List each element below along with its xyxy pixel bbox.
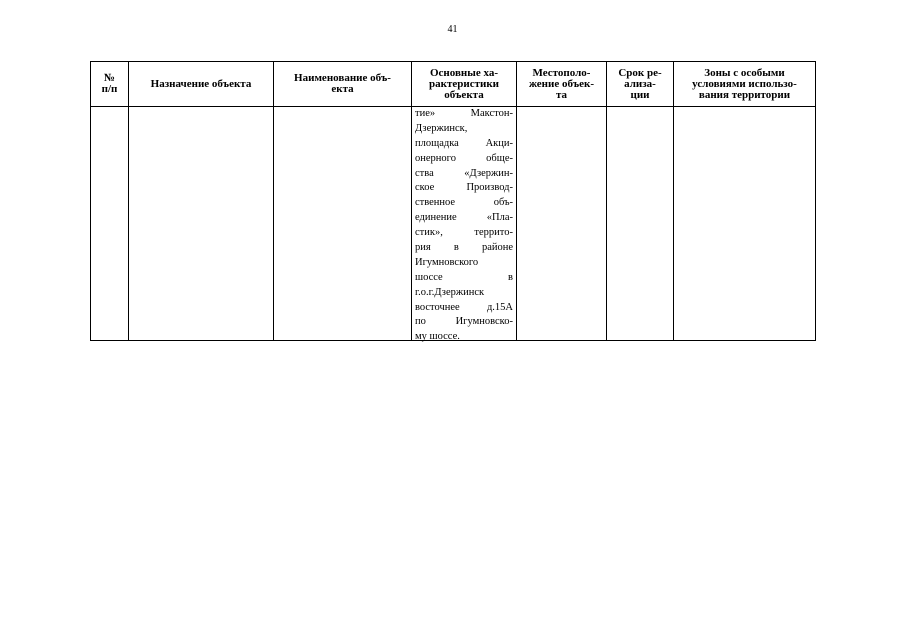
characteristics-line: ственное объ-: [415, 197, 513, 209]
cell-number: [91, 107, 129, 341]
page-number: 41: [447, 24, 458, 35]
header-line: п/п: [101, 83, 118, 95]
header-characteristics: [412, 62, 517, 107]
characteristics-line: Игумновского: [415, 256, 479, 268]
header-line: та: [555, 88, 568, 101]
cell-characteristics: [412, 107, 517, 341]
characteristics-line: ства «Дзержин-: [415, 167, 513, 179]
characteristics-line: рия в районе: [415, 242, 513, 254]
header-line: №: [103, 72, 116, 84]
characteristics-line: Дзержинск,: [415, 122, 468, 134]
cell-term: [607, 107, 674, 341]
header-line: вания территории: [698, 88, 791, 101]
cell-name: [274, 107, 412, 341]
characteristics-line: по Игумновско-: [415, 316, 513, 328]
characteristics-line: тие» Макстон-: [415, 108, 513, 119]
header-zones: [674, 62, 816, 107]
header-name: [274, 62, 412, 107]
header-line: ализа-: [624, 77, 656, 90]
cell-location: [517, 107, 607, 341]
cell-purpose: [129, 107, 274, 341]
header-line: Местополо-: [532, 66, 591, 79]
header-line: Основные ха-: [429, 66, 499, 79]
header-row: [91, 62, 816, 107]
characteristics-line: единение «Пла-: [415, 212, 513, 224]
header-line: условиями использо-: [692, 77, 797, 90]
header-location: [517, 62, 607, 107]
characteristics-line: восточнее д.15А: [415, 301, 513, 313]
objects-table: [90, 61, 816, 341]
cell-zones: [674, 107, 816, 341]
header-line: екта: [331, 83, 354, 95]
header-purpose: [129, 62, 274, 107]
characteristics-line: г.о.г.Дзержинск: [415, 286, 485, 298]
header-line: жение объек-: [528, 77, 595, 90]
header-line: Назначение объекта: [150, 77, 252, 90]
header-line: объекта: [444, 88, 484, 101]
characteristics-line: ское Производ-: [415, 182, 513, 194]
characteristics-line: шоссе в: [415, 271, 513, 283]
header-line: Наименование объ-: [294, 72, 391, 84]
characteristics-line: площадка Акци-: [415, 137, 513, 149]
header-line: рактеристики: [429, 77, 499, 90]
table-row: [91, 107, 816, 341]
characteristics-line: му шоссе.: [415, 331, 460, 343]
header-line: Срок ре-: [618, 66, 662, 79]
header-line: ции: [630, 88, 650, 101]
header-number: [91, 62, 129, 107]
characteristics-line: онерного обще-: [415, 152, 513, 164]
characteristics-line: стик», террито-: [415, 227, 513, 239]
header-line: Зоны с особыми: [704, 66, 785, 79]
header-term: [607, 62, 674, 107]
